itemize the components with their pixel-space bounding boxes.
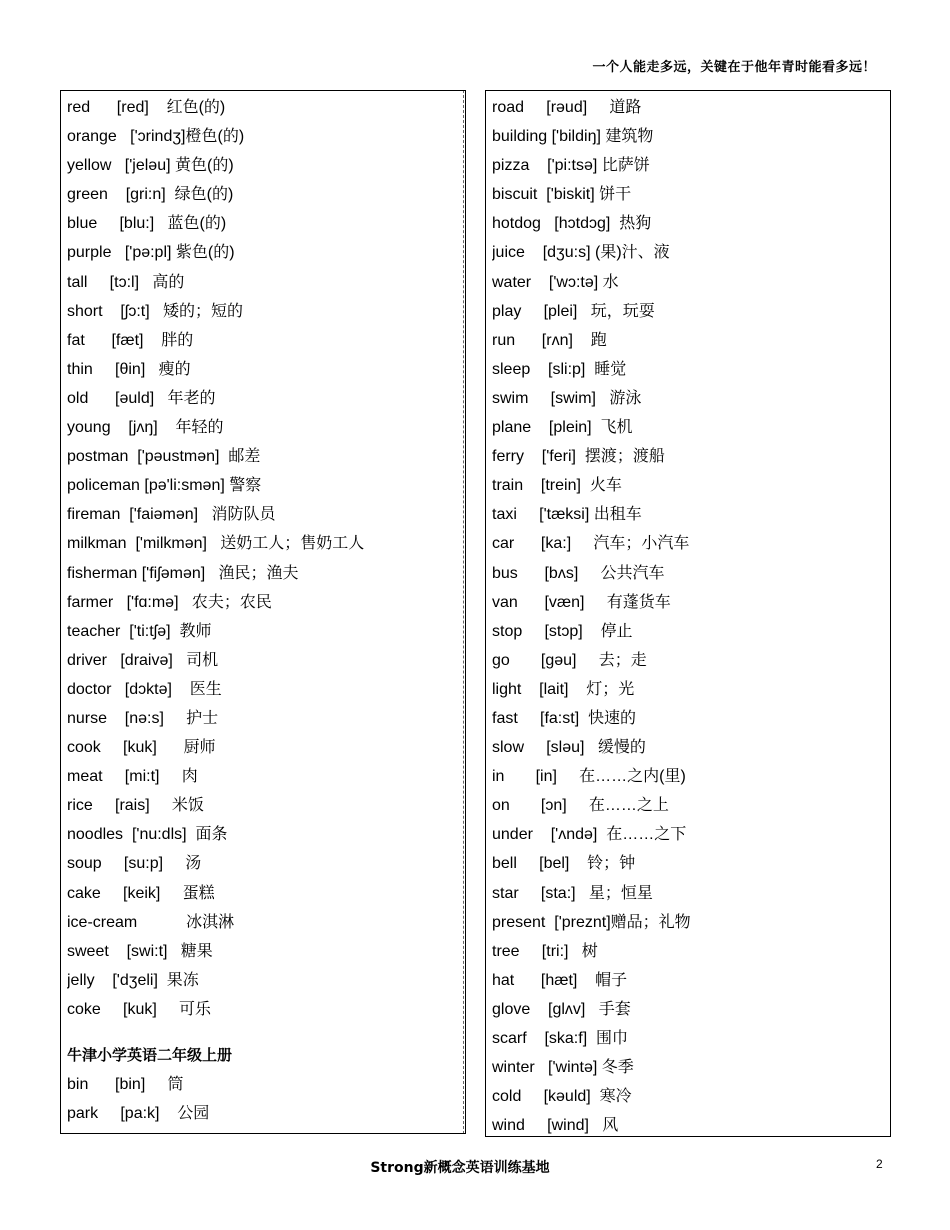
vocab-entry: cold [kəuld] 寒冷 (492, 1088, 632, 1106)
vocab-entry: in [in] 在……之内(里) (492, 768, 686, 786)
vocab-entry: biscuit ['biskit] 饼干 (492, 186, 632, 204)
vocab-entry: policeman [pə'li:smən] 警察 (67, 477, 262, 495)
footer-title: Strong新概念英语训练基地 (370, 1160, 550, 1176)
vocab-entry: on [ɔn] 在……之上 (492, 797, 669, 815)
vocab-entry: park [pa:k] 公园 (67, 1105, 210, 1123)
vocab-entry: orange ['ɔrindʒ]橙色(的) (67, 128, 245, 146)
vocab-entry: hat [hæt] 帽子 (492, 971, 628, 989)
vocab-entry: hotdog [hɔtdɔg] 热狗 (492, 215, 652, 233)
vocab-entry: short [ʃɔ:t] 矮的；短的 (67, 302, 244, 320)
vocab-entry: sweet [swi:t] 糖果 (67, 942, 213, 960)
vocab-entry: driver [draivə] 司机 (67, 651, 219, 669)
vocab-entry: jelly ['dʒeli] 果冻 (67, 971, 199, 989)
vocab-entry: old [əuld] 年老的 (67, 389, 216, 407)
vocab-entry: van [væn] 有蓬货车 (492, 593, 671, 611)
vocabulary-right-column (485, 90, 891, 1137)
vocab-entry: fisherman ['fiʃəmən] 渔民；渔夫 (67, 564, 299, 582)
vocab-entry: train [trein] 火车 (492, 477, 622, 495)
vocab-entry: glove [glʌv] 手套 (492, 1000, 631, 1018)
vocab-entry: teacher ['ti:tʃə] 教师 (67, 622, 212, 640)
vocab-entry: coke [kuk] 可乐 (67, 1000, 212, 1018)
vocab-entry: bus [bʌs] 公共汽车 (492, 564, 665, 582)
vocab-entry: winter ['wintə] 冬季 (492, 1059, 634, 1077)
vocab-entry: car [ka:] 汽车；小汽车 (492, 535, 690, 553)
vocab-entry: meat [mi:t] 肉 (67, 768, 198, 786)
vocab-entry: doctor [dɔktə] 医生 (67, 680, 222, 698)
vocab-entry: water ['wɔ:tə] 水 (492, 273, 619, 291)
vocab-entry: present ['preznt]赠品；礼物 (492, 913, 691, 931)
vocab-entry: yellow ['jeləu] 黄色(的) (67, 157, 234, 175)
vocab-entry: bin [bin] 筒 (67, 1076, 184, 1094)
vocab-entry: juice [dʒu:s] (果)汁、液 (492, 244, 670, 262)
vocab-entry: pizza ['pi:tsə] 比萨饼 (492, 157, 650, 175)
vocab-entry: fast [fa:st] 快速的 (492, 709, 637, 727)
vocab-entry: play [plei] 玩，玩耍 (492, 302, 655, 320)
section-spacer (67, 1024, 465, 1041)
vocab-entry: under ['ʌndə] 在……之下 (492, 826, 687, 844)
vocab-entry: ice-cream 冰淇淋 (67, 913, 235, 931)
vocab-entry: purple ['pə:pl] 紫色(的) (67, 244, 235, 262)
vocab-entry: go [gəu] 去；走 (492, 651, 647, 669)
vocab-entry: star [sta:] 星；恒星 (492, 884, 653, 902)
section-heading: 牛津小学英语二年级上册 (67, 1046, 233, 1064)
vocab-entry: wind [wind] 风 (492, 1117, 619, 1135)
vocab-entry: thin [θin] 瘦的 (67, 360, 191, 378)
vocab-entry: cook [kuk] 厨师 (67, 739, 216, 757)
vocab-entry: road [rəud] 道路 (492, 99, 642, 116)
vocab-entry: nurse [nə:s] 护士 (67, 709, 219, 727)
vocab-entry: fireman ['faiəmən] 消防队员 (67, 506, 276, 524)
vocab-entry: green [gri:n] 绿色(的) (67, 186, 234, 204)
vocab-entry: plane [plein] 飞机 (492, 419, 633, 437)
vocab-entry: stop [stɔp] 停止 (492, 622, 633, 640)
vocab-entry: bell [bel] 铃；钟 (492, 855, 636, 873)
vocab-entry: noodles ['nu:dls] 面条 (67, 826, 228, 844)
vocab-entry: taxi ['tæksi] 出租车 (492, 506, 642, 524)
vocab-entry: ferry ['feri] 摆渡；渡船 (492, 448, 665, 466)
vocab-entry: postman ['pəustmən] 邮差 (67, 448, 261, 466)
vocab-entry: cake [keik] 蛋糕 (67, 884, 215, 902)
vocab-entry: light [lait] 灯；光 (492, 680, 635, 698)
vocab-entry: red [red] 红色(的) (67, 99, 226, 116)
vocab-entry: soup [su:p] 汤 (67, 855, 202, 873)
vocab-entry: swim [swim] 游泳 (492, 389, 642, 407)
vocab-entry: young [jʌŋ] 年轻的 (67, 419, 224, 437)
vocab-entry: tall [tɔ:l] 高的 (67, 273, 185, 291)
vocab-entry: rice [rais] 米饭 (67, 797, 204, 815)
vocab-entry: run [rʌn] 跑 (492, 331, 607, 349)
vocab-entry: blue [blu:] 蓝色(的) (67, 215, 227, 233)
vocabulary-left-column (60, 90, 466, 1134)
column-divider (463, 90, 464, 1134)
vocab-entry: sleep [sli:p] 睡觉 (492, 360, 627, 378)
header-motto: 一个人能走多远，关键在于他年青时能看多远！ (592, 60, 876, 75)
vocab-entry: slow [sləu] 缓慢的 (492, 739, 646, 757)
vocab-entry: fat [fæt] 胖的 (67, 331, 194, 349)
vocab-entry: milkman ['milkmən] 送奶工人；售奶工人 (67, 535, 365, 553)
page-number: 2 (876, 1157, 883, 1171)
vocab-entry: scarf [ska:f] 围巾 (492, 1030, 629, 1047)
vocab-entry: tree [tri:] 树 (492, 942, 598, 960)
vocab-entry: building ['bildiŋ] 建筑物 (492, 128, 654, 146)
vocab-entry: farmer ['fɑ:mə] 农夫；农民 (67, 593, 272, 611)
